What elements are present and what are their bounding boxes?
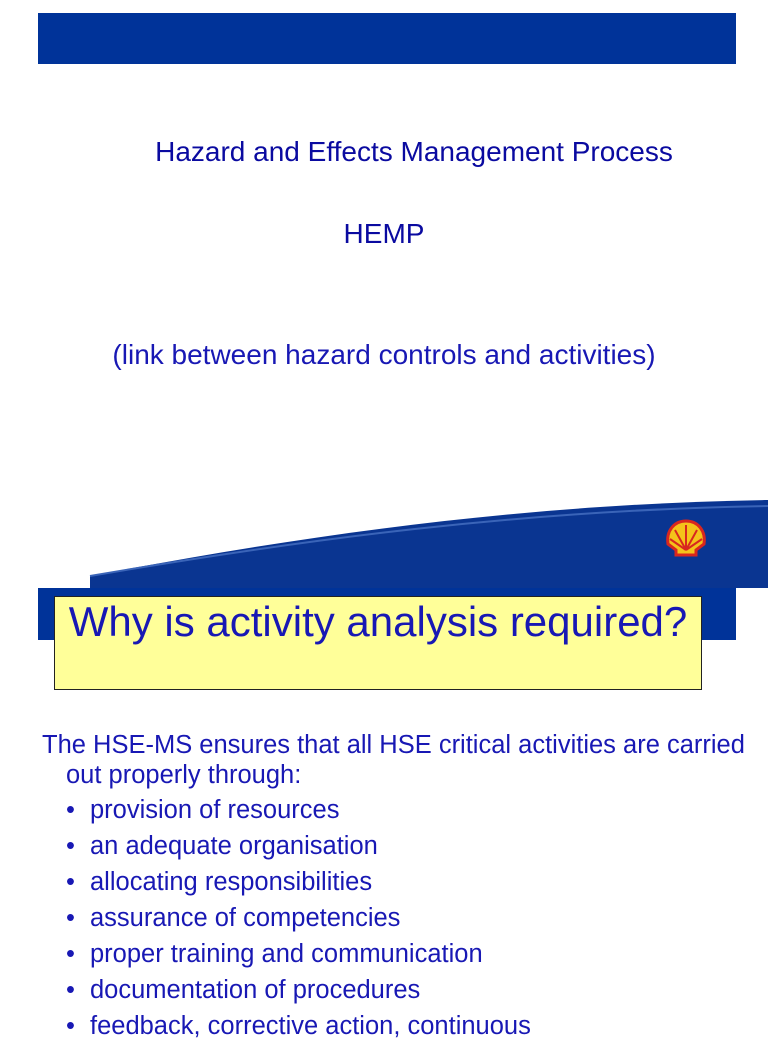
slide-subtitle: (link between hazard controls and activities): [112, 339, 656, 370]
bullet-glyph: •: [66, 1012, 75, 1040]
list-item: [66, 936, 756, 972]
bullet-text: feedback, corrective action, continuous: [90, 1012, 531, 1040]
bullet-text: proper training and communication: [90, 940, 483, 968]
list-item: [66, 1008, 756, 1044]
bullet-glyph: •: [66, 796, 75, 824]
bullet-text: provision of resources: [90, 796, 340, 824]
footer-wave: [0, 496, 768, 588]
slide-2: [0, 588, 768, 1040]
slide-title-box: [54, 596, 702, 690]
slide-title: Hazard and Effects Management Process: [155, 136, 673, 167]
list-item: [66, 972, 756, 1008]
bullet-text: an adequate organisation: [90, 832, 378, 860]
list-item: [66, 828, 756, 864]
bullet-text: allocating responsibilities: [90, 868, 373, 896]
intro-paragraph: The HSE-MS ensures that all HSE critical activities are carried out properly through:: [42, 731, 745, 789]
list-item: [66, 864, 756, 900]
bullet-glyph: •: [66, 868, 75, 896]
acronym-label: HEMP: [343, 218, 425, 249]
bullet-glyph: •: [66, 832, 75, 860]
bullet-list: [66, 792, 756, 1044]
shell-logo-icon: [664, 518, 708, 558]
bullet-glyph: •: [66, 940, 75, 968]
slide-title: Why is activity analysis required?: [68, 598, 688, 645]
list-item: [66, 792, 756, 828]
bullet-text: documentation of procedures: [90, 976, 421, 1004]
list-item: [66, 900, 756, 936]
bullet-text: assurance of competencies: [90, 904, 401, 932]
intro-text: [42, 730, 746, 790]
bullet-glyph: •: [66, 904, 75, 932]
bullet-glyph: •: [66, 976, 75, 1004]
header-bar: [38, 13, 736, 64]
